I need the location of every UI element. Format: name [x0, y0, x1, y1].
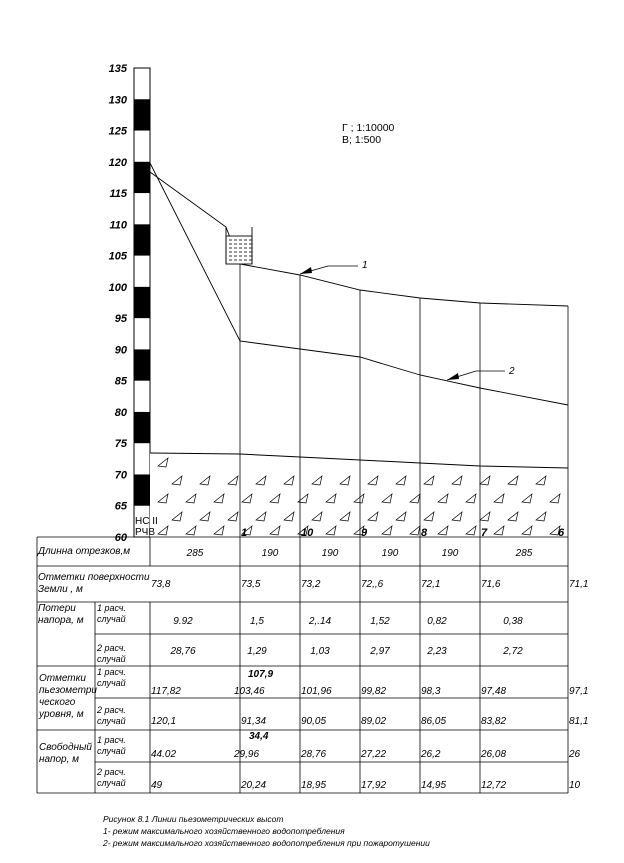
table-cell: 97,48 [481, 686, 507, 697]
table-cell: 285 [515, 548, 533, 559]
table-cell: 103,46 [234, 686, 265, 697]
free-head-values [151, 731, 581, 791]
y-tick-label: 60 [114, 532, 127, 544]
node-label: 1 [241, 527, 248, 539]
case-label: случай [97, 654, 126, 664]
table-cell: 99,82 [361, 686, 387, 697]
table-cell: 27,22 [361, 749, 387, 760]
table-cell: 1,03 [310, 646, 330, 657]
table-cell: 97,1 [569, 686, 589, 697]
row-label-ground-1: Отметки поверхности [38, 572, 150, 583]
tower-piezo-value: 107,9 [248, 669, 274, 680]
node-label: 10 [301, 527, 314, 539]
head-loss-values [169, 616, 523, 657]
table-cell: 12,72 [481, 780, 507, 791]
row-label-piezo-1: Отметки [39, 673, 86, 684]
table-cell: 1,5 [250, 616, 264, 627]
horizontal-scale-text: Г ; 1:10000 [342, 122, 395, 134]
row-label-piezo-3: ческого [39, 697, 76, 708]
table-cell: 91,34 [241, 716, 267, 727]
table-cell: 83,82 [481, 716, 507, 727]
table-cell: 190 [321, 548, 339, 559]
case-label: случай [97, 746, 126, 756]
y-tick-label: 95 [114, 313, 127, 326]
node-label: 9 [361, 527, 368, 539]
water-tower-icon [226, 227, 252, 264]
table-cell: 120,1 [151, 716, 177, 727]
table-cell: 0,38 [503, 616, 523, 627]
table-cell: 190 [381, 548, 399, 559]
row-label-free-2: напор, м [39, 754, 79, 765]
figure-caption-title: Рисунок 8.1 Линии пьезометрических высот [103, 814, 284, 824]
case-label: случай [97, 716, 126, 726]
table-cell: 17,92 [361, 780, 387, 791]
elevation-scale [109, 63, 150, 544]
y-tick-label: 115 [109, 188, 127, 201]
table-cell: 190 [261, 548, 279, 559]
table-cell: 71,6 [481, 579, 501, 590]
figure-caption-line-1: 1- режим максимального хозяйственного водопотребления [103, 826, 345, 836]
table-cell: 26,08 [481, 749, 507, 760]
line-2-leader [447, 371, 505, 380]
table-cell: 117,82 [151, 686, 181, 697]
node-label: 7 [481, 527, 488, 539]
table-cell: 89,02 [361, 716, 387, 727]
table-cell: 81,1 [569, 716, 589, 727]
table-cell: 28,76 [170, 646, 196, 657]
y-tick-label: 110 [109, 219, 127, 232]
case-label: 1 расч. [97, 667, 126, 677]
piezometric-line-1 [150, 172, 568, 306]
scale-block [134, 474, 150, 505]
table-cell: 28,76 [301, 749, 327, 760]
case-label: 1 расч. [97, 603, 126, 613]
table-cell: 10 [569, 780, 581, 791]
case-label: случай [97, 614, 126, 624]
tower-free-head-value: 34,4 [249, 731, 269, 742]
scale-block [134, 287, 150, 318]
piezometric-line-2 [150, 163, 568, 405]
y-tick-label: 135 [108, 63, 127, 75]
row-label-loss-1: Потери [38, 603, 76, 614]
row-label-piezo-4: уровня, м [39, 709, 84, 720]
case-label: случай [97, 678, 126, 688]
table-cell: 72,,6 [361, 579, 384, 590]
segment-length-values [186, 548, 533, 559]
table-cell: 26,2 [421, 749, 441, 760]
table-cell: 2,97 [370, 646, 390, 657]
table-cell: 72,1 [421, 579, 441, 590]
y-tick-label: 70 [114, 469, 127, 482]
figure-caption-line-2: 2- режим максимального хозяйственного водопотребления при пожаротушении [103, 838, 430, 848]
row-label-segment-length: Длинна отрезков,м [38, 546, 131, 557]
table-cell: 49 [151, 780, 163, 791]
line-1-leader [300, 266, 358, 274]
row-label-piezo-2: пьезометри [39, 685, 97, 696]
y-tick-label: 90 [114, 344, 127, 357]
scale-block [134, 224, 150, 255]
y-tick-label: 85 [114, 375, 127, 388]
table-cell: 2,23 [427, 646, 447, 657]
scale-block [134, 412, 150, 443]
table-cell: 1,29 [247, 646, 267, 657]
y-tick-label: 65 [114, 500, 127, 513]
node-label: 8 [421, 527, 428, 539]
ground-soil-hatch [150, 453, 568, 537]
node-label: 6 [558, 527, 565, 539]
table-cell: 18,95 [301, 780, 327, 791]
scale-block [134, 99, 150, 130]
case-label: 2 расч. [97, 643, 126, 653]
case-label: случай [97, 778, 126, 788]
table-cell: 101,96 [301, 686, 332, 697]
vertical-scale-text: В; 1:500 [342, 134, 382, 146]
table-cell: 26 [569, 749, 581, 760]
scale-block [134, 349, 150, 380]
y-tick-label: 120 [108, 156, 127, 169]
y-tick-label: 130 [108, 94, 127, 107]
table-cell: 71,1 [569, 579, 589, 590]
ns-station-label: НС II [135, 516, 158, 527]
case-label: 2 расч. [97, 705, 126, 715]
row-label-ground-2: Земли , м [38, 584, 83, 595]
table-cell: 0,82 [427, 616, 447, 627]
table-cell: 73,2 [301, 579, 321, 590]
row-label-loss-2: напора, м [38, 615, 84, 626]
table-cell: 190 [441, 548, 459, 559]
y-tick-label: 100 [108, 281, 127, 294]
y-tick-label: 125 [108, 125, 127, 138]
case-label: 2 расч. [97, 767, 126, 777]
y-tick-label: 75 [114, 438, 127, 451]
line-1-label: 1 [362, 260, 368, 271]
table-cell: 90,05 [301, 716, 327, 727]
table-cell: 86,05 [421, 716, 447, 727]
table-cell: 29,96 [234, 749, 260, 760]
table-cell: 9.92 [173, 616, 193, 627]
y-tick-label: 80 [114, 406, 127, 419]
y-tick-label: 105 [108, 250, 127, 263]
table-cell: 2,.14 [308, 616, 332, 627]
table-cell: 14,95 [421, 780, 447, 791]
table-cell: 2,72 [503, 646, 523, 657]
table-cell: 73,8 [151, 579, 171, 590]
table-cell: 44.02 [151, 749, 177, 760]
case-label: 1 расч. [97, 735, 126, 745]
row-label-free-1: Свободный [39, 742, 92, 753]
scale-block [134, 162, 150, 193]
line-2-label: 2 [509, 366, 515, 377]
rchv-station-label: РЧВ [135, 527, 156, 538]
ground-mark-values [151, 579, 588, 590]
table-cell: 73,5 [241, 579, 261, 590]
table-cell: 285 [186, 548, 204, 559]
table-cell: 98,3 [421, 686, 441, 697]
table-cell: 1,52 [370, 616, 390, 627]
table-cell: 20,24 [241, 780, 267, 791]
